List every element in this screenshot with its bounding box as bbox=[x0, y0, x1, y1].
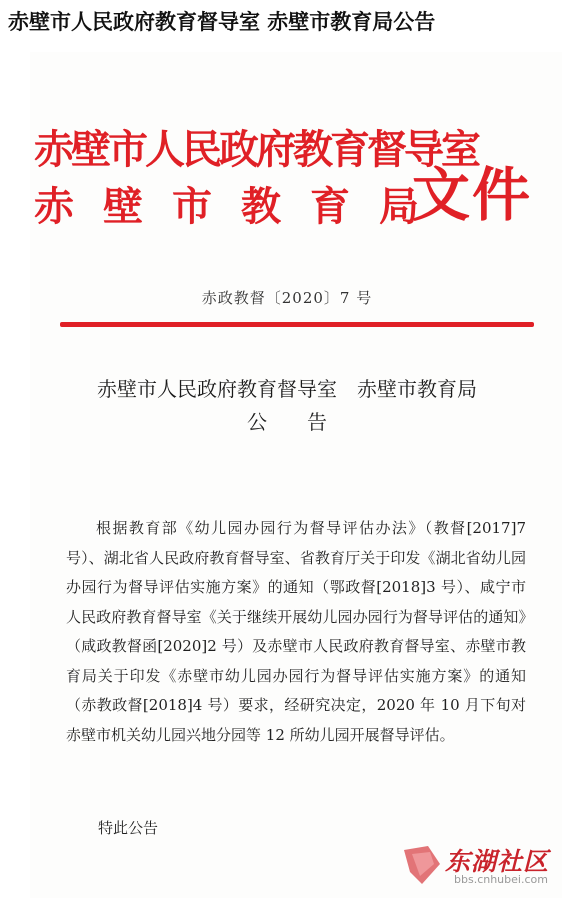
page-title: 赤壁市人民政府教育督导室 赤壁市教育局公告 bbox=[8, 10, 436, 34]
issuer-1: 赤壁市人民政府教育督导室 bbox=[97, 377, 337, 401]
masthead-issuer-2 bbox=[34, 175, 419, 232]
watermark-url: bbs.cnhubei.com bbox=[454, 873, 548, 886]
masthead-char: 赤 bbox=[34, 183, 74, 230]
masthead-document-suffix: 文件 bbox=[412, 161, 533, 229]
masthead-char: 市 bbox=[172, 183, 212, 230]
notice-body bbox=[66, 514, 526, 750]
watermark-site-name: 东湖社区 bbox=[445, 847, 550, 876]
issuer-2: 赤壁市教育局 bbox=[357, 377, 477, 401]
body-paragraph: 根据教育部《幼儿园办园行为督导评估办法》（教督[2017]7 号）、湖北省人民政府教育督导室、省教育厅关于印发《湖北省幼儿园办园行为督导评估实施方案》的通知（鄂政督[2018]3 号）、咸宁市人民政府教育督导室《关于继续开展幼儿园办园行为督导评估的通知》（咸政教督函[2020]2 号）及赤壁市人民政府教育督导室、赤壁市教育局关于印发《赤壁市幼儿园办园行为督导评估实施方案》的通知（赤教政督[2018]4 号）要求，经研究决定，2020 年 10 月下旬对赤壁市机关幼儿园兴地分园等 12 所幼儿园开展督导评估。 bbox=[66, 519, 526, 744]
masthead-char: 教 bbox=[241, 183, 281, 230]
document-number: 赤政教督〔2020〕7 号 bbox=[201, 289, 373, 307]
red-divider bbox=[60, 322, 534, 327]
masthead-issuer-1: 赤壁市人民政府教育督导室 bbox=[34, 126, 478, 173]
masthead-char: 局 bbox=[379, 183, 419, 230]
masthead-char: 壁 bbox=[103, 183, 143, 230]
issuer-line bbox=[0, 373, 574, 402]
watermark bbox=[400, 842, 570, 894]
notice-title: 公告 bbox=[247, 410, 367, 434]
masthead-char: 育 bbox=[310, 183, 350, 230]
site-logo-icon bbox=[400, 842, 444, 888]
closing-line: 特此公告 bbox=[98, 819, 159, 837]
